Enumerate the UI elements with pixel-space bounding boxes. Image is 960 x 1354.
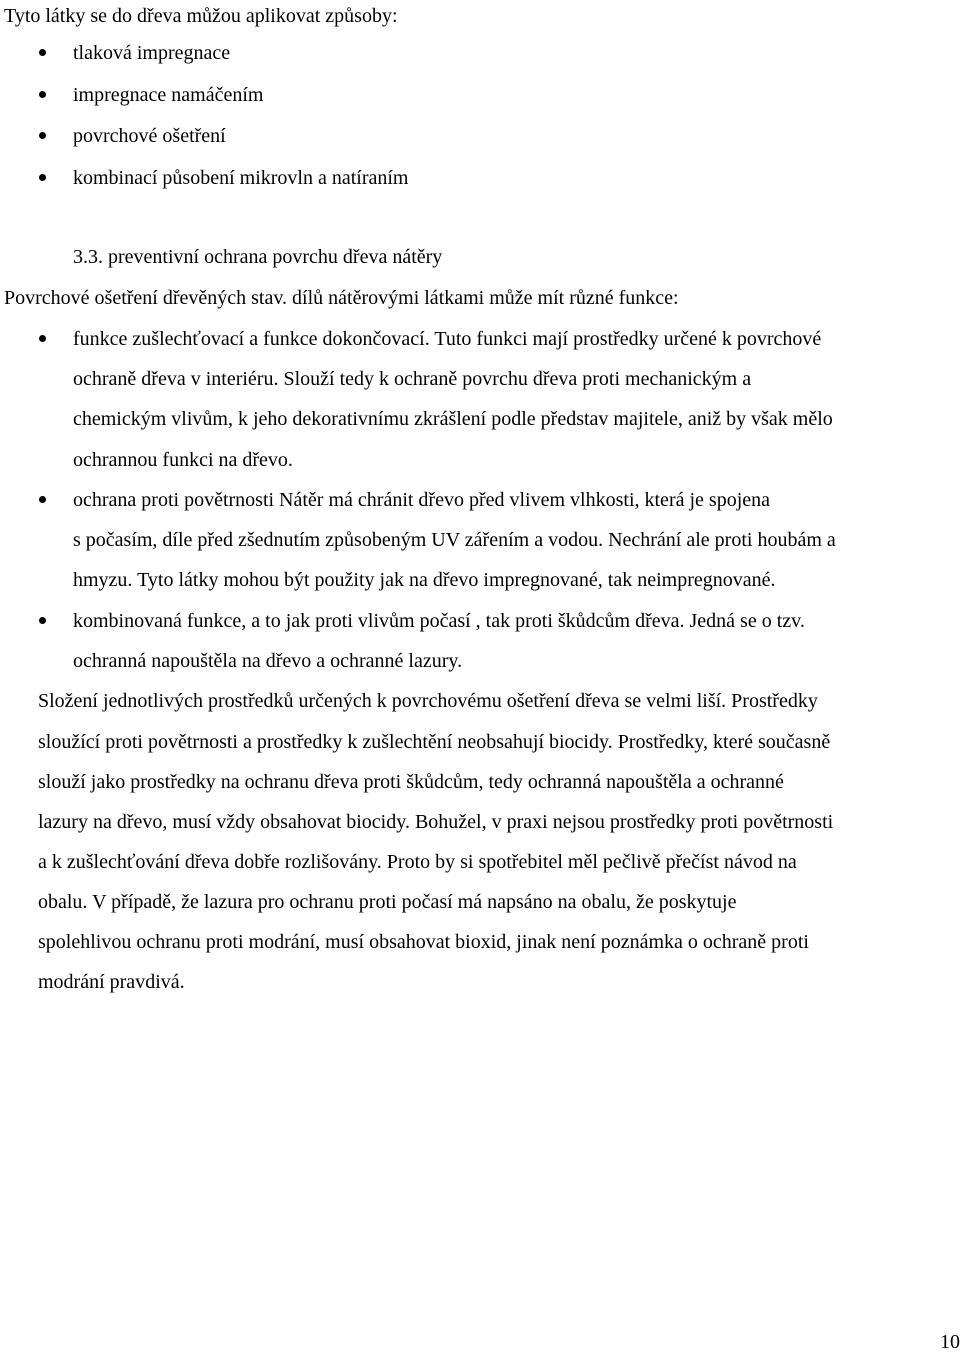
paragraph-line: Složení jednotlivých prostředků určených k povrchovému ošetření dřeva se velmi liší. Prostředky <box>38 690 818 712</box>
bullet-icon <box>39 496 46 503</box>
paragraph-line: sloužící proti povětrnosti a prostředky k zušlechtění neobsahují biocidy. Prostředky, které současně <box>38 731 831 753</box>
list-item-line: chemickým vlivům, k jeho dekorativnímu zkrášlení podle představ majitele, aniž by však mělo <box>73 408 833 430</box>
list-item: povrchové ošetření <box>73 125 226 147</box>
paragraph-line: a k zušlechťování dřeva dobře rozlišovány. Proto by si spotřebitel měl pečlivě přečíst návod na <box>38 851 797 873</box>
intro-text: Tyto látky se do dřeva můžou aplikovat způsoby: <box>4 5 398 27</box>
paragraph-line: lazury na dřevo, musí vždy obsahovat biocidy. Bohužel, v praxi nejsou prostředky proti povětrnosti <box>38 811 834 833</box>
section-heading: 3.3. preventivní ochrana povrchu dřeva nátěry <box>73 246 443 268</box>
list-item-line: s počasím, díle před zšednutím způsobeným UV zářením a vodou. Nechrání ale proti houbám a <box>73 529 836 551</box>
list-item: impregnace namáčením <box>73 84 264 106</box>
list-item-line: kombinovaná funkce, a to jak proti vlivům počasí , tak proti škůdcům dřeva. Jedná se o tzv. <box>73 610 805 632</box>
list-item: kombinací působení mikrovln a natíraním <box>73 167 409 189</box>
list-item-line: ochranná napouštěla na dřevo a ochranné lazury. <box>73 650 463 672</box>
bullet-icon <box>39 91 46 98</box>
list-item-line: hmyzu. Tyto látky mohou být použity jak na dřevo impregnované, tak neimpregnované. <box>73 569 776 591</box>
bullet-icon <box>39 49 46 56</box>
list-item-line: ochrana proti povětrnosti Nátěr má chránit dřevo před vlivem vlhkosti, která je spojena <box>73 489 771 511</box>
section-intro: Povrchové ošetření dřevěných stav. dílů nátěrovými látkami může mít různé funkce: <box>4 287 679 309</box>
list-item-line: funkce zušlechťovací a funkce dokončovací. Tuto funkci mají prostředky určené k povrchové <box>73 328 822 350</box>
list-item: tlaková impregnace <box>73 42 231 64</box>
bullet-icon <box>39 174 46 181</box>
page-number: 10 <box>940 1331 960 1353</box>
paragraph-line: modrání pravdivá. <box>38 971 185 993</box>
paragraph-line: slouží jako prostředky na ochranu dřeva proti škůdcům, tedy ochranná napouštěla a ochranné <box>38 771 784 793</box>
bullet-icon <box>39 335 46 342</box>
paragraph-line: spolehlivou ochranu proti modrání, musí obsahovat bioxid, jinak není poznámka o ochraně proti <box>38 931 809 953</box>
bullet-icon <box>39 617 46 624</box>
bullet-icon <box>39 132 46 139</box>
list-item-line: ochraně dřeva v interiéru. Slouží tedy k ochraně povrchu dřeva proti mechanickým a <box>73 368 752 390</box>
list-item-line: ochrannou funkci na dřevo. <box>73 449 293 471</box>
paragraph-line: obalu. V případě, že lazura pro ochranu proti počasí má napsáno na obalu, že poskytuje <box>38 891 737 913</box>
